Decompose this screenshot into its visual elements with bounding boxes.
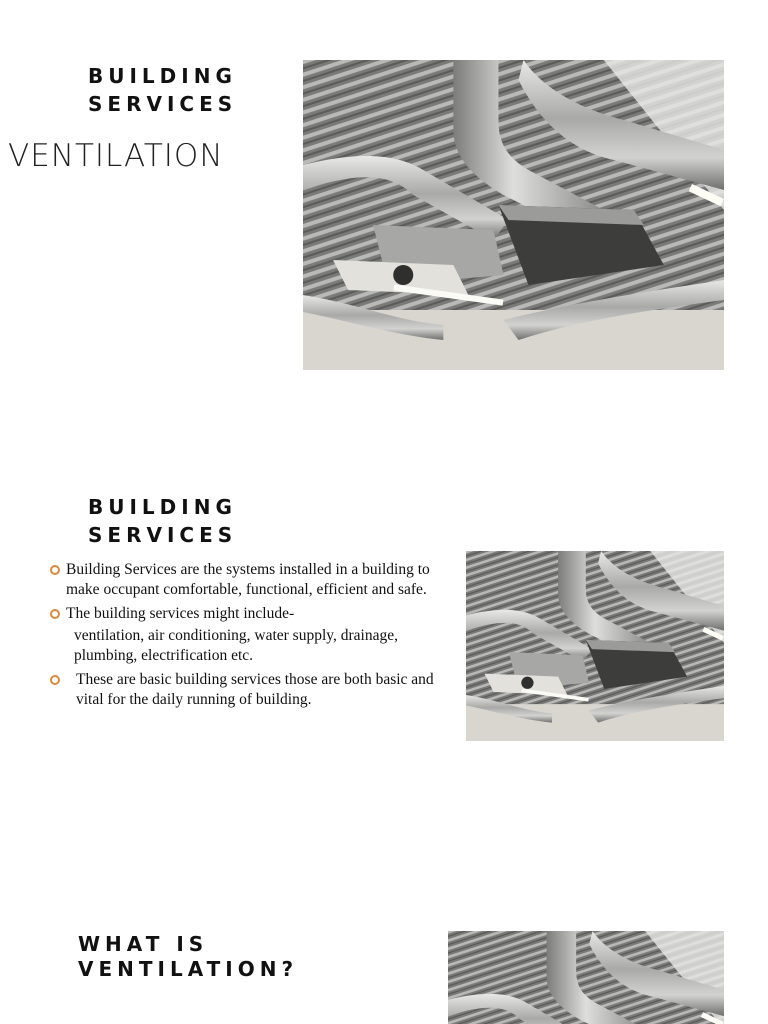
list-item-text: The building services might include- [66,605,295,622]
section2-heading [88,493,237,549]
bullet-circle-icon [50,609,60,619]
list-item-text: Building Services are the systems installed in a building to make occupant comfortable, functional, efficient and safe. [66,561,430,598]
list-item-text: ventilation, air conditioning, water supply, drainage, plumbing, electrification etc. [74,627,398,664]
section3-heading-line1: WHAT IS [78,932,209,956]
section2-heading-line2: SERVICES [88,523,238,547]
building-services-bullet-list [46,560,464,714]
list-item [46,670,464,710]
section1-heading-line1: BUILDING [88,64,237,88]
bullet-circle-icon [50,565,60,575]
list-item-text: These are basic building services those are both basic and vital for the daily running of building. [76,671,434,708]
list-item-continuation [46,626,464,666]
section3-heading-line2: VENTILATION? [78,957,299,981]
section2-heading-line1: BUILDING [88,495,237,519]
bullet-circle-icon [50,675,60,685]
ceiling-ductwork-photo-1 [303,60,724,370]
ceiling-ductwork-photo-2 [466,551,724,741]
section3-heading [78,932,298,982]
section1-subtitle: VENTILATION [8,138,224,174]
list-item [46,604,464,624]
list-item [46,560,464,600]
section1-heading-line2: SERVICES [88,92,238,116]
section1-heading [88,62,237,118]
ceiling-ductwork-photo-3 [448,931,724,1024]
